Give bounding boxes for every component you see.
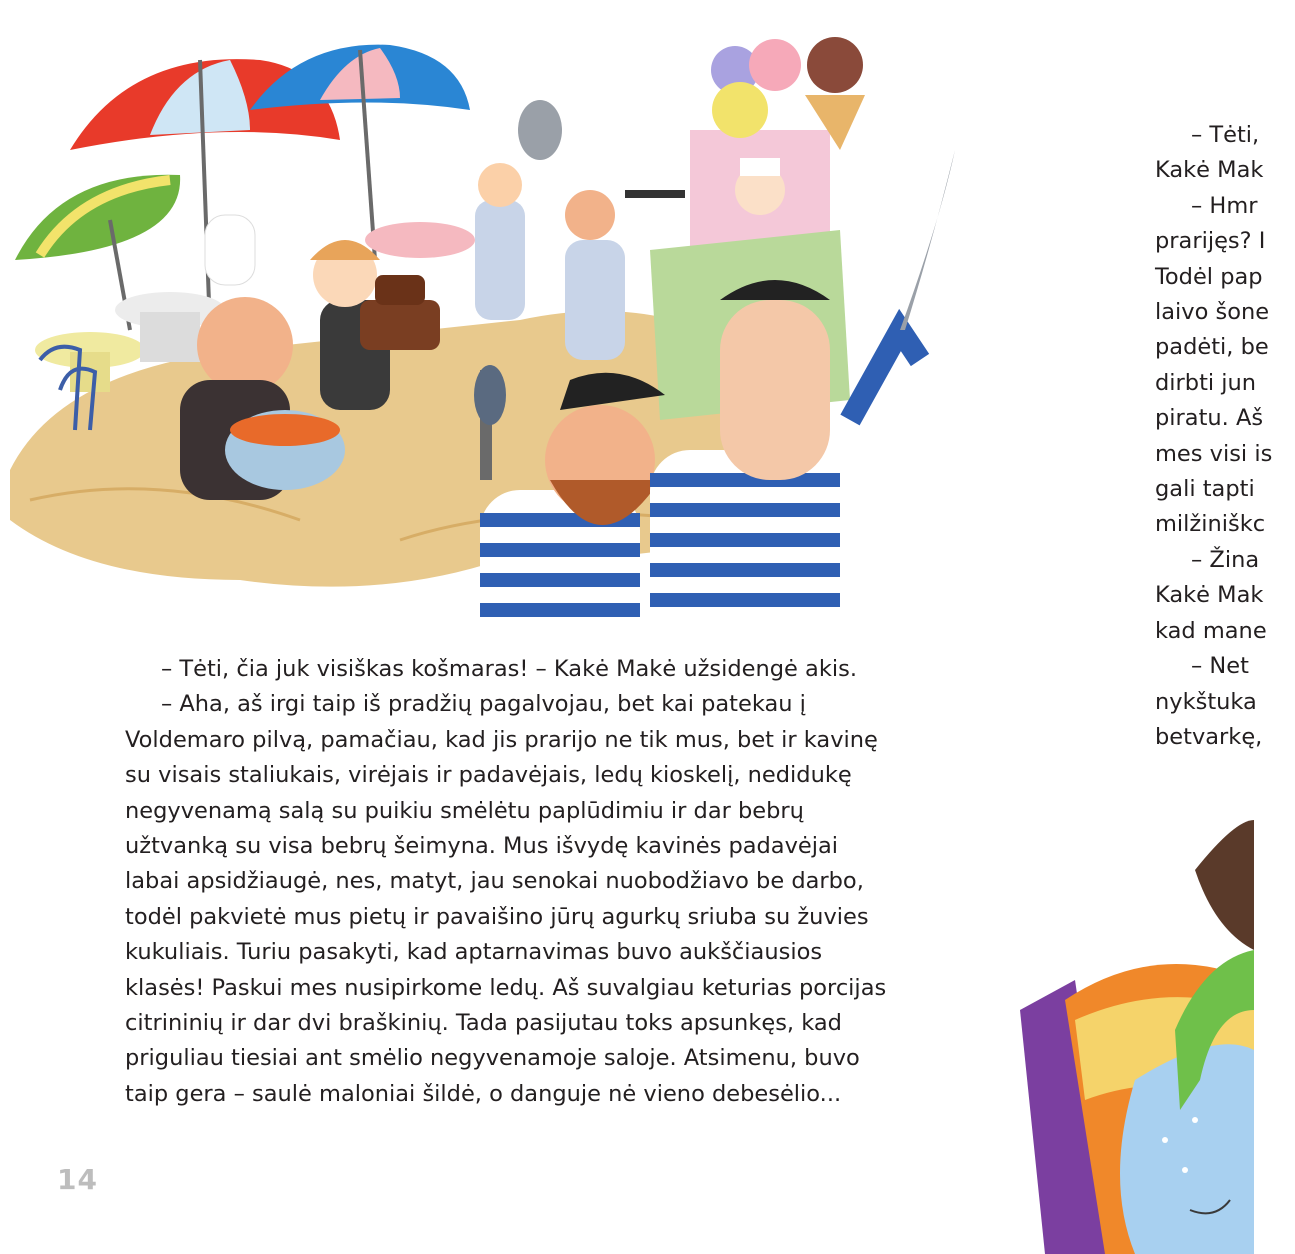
cafe-scene-illustration	[0, 0, 1000, 640]
fragment-line: laivo šone	[1155, 299, 1270, 326]
paragraph-line: citrininių ir dar dvi braškinių. Tada pasijutau toks apsunkęs, kad	[125, 1010, 842, 1037]
paragraph-line: negyvenamą salą su puikiu smėlėtu paplūdimiu ir dar bebrų	[125, 797, 804, 824]
paragraph-line: – Aha, aš irgi taip iš pradžių pagalvojau, bet kai patekau į	[161, 691, 806, 718]
fragment-line: padėti, be	[1155, 334, 1269, 361]
fragment-line: – Hmr	[1191, 192, 1258, 219]
fragment-line: – Žina	[1191, 546, 1260, 573]
paragraph-line: priguliau tiesiai ant smėlio negyvenamoje saloje. Atsimenu, buvo	[125, 1045, 860, 1072]
paragraph-line: užtvanką su visa bebrų šeimyna. Mus išvydę kavinės padavėjai	[125, 833, 839, 860]
paragraph-line: klasės! Paskui mes nusipirkome ledų. Aš suvalgiau keturias porcijas	[125, 974, 887, 1001]
fragment-line: piratu. Aš	[1155, 405, 1264, 432]
fragment-line: gali tapti	[1155, 476, 1255, 503]
page-number: 14	[57, 1163, 98, 1196]
story-text	[125, 652, 885, 1112]
fragment-line: dirbti jun	[1155, 369, 1257, 396]
fragment-line: nykštuka	[1155, 688, 1257, 715]
fragment-line: Todėl pap	[1155, 263, 1263, 290]
fragment-line: mes visi is	[1155, 440, 1273, 467]
fragment-line: – Net	[1191, 653, 1249, 680]
fragment-line: betvarkę,	[1155, 723, 1263, 750]
paragraph-line: taip gera – saulė maloniai šildė, o danguje nė vieno debesėlio...	[125, 1080, 842, 1107]
paragraph-line: – Tėti, čia juk visiškas košmaras! – Kakė Makė užsidengė akis.	[161, 656, 857, 682]
fragment-line: Kakė Mak	[1155, 582, 1264, 609]
fragment-line: milžiniškc	[1155, 511, 1266, 538]
next-page-text	[1155, 118, 1295, 755]
fragment-line: Kakė Mak	[1155, 157, 1264, 184]
fragment-line: prarijęs? I	[1155, 228, 1266, 255]
fragment-line: – Tėti,	[1191, 122, 1260, 148]
paragraph-line: labai apsidžiaugė, nes, matyt, jau senokai nuobodžiavo be darbo,	[125, 868, 864, 895]
paragraph-line: todėl pakvietė mus pietų ir pavaišino jūrų agurkų sriuba su žuvies	[125, 903, 869, 930]
fragment-line: kad mane	[1155, 617, 1267, 644]
paragraph-line: Voldemaro pilvą, pamačiau, kad jis prarijo ne tik mus, bet ir kavinę	[125, 726, 878, 753]
paragraph-line: kukuliais. Turiu pasakyti, kad aptarnavimas buvo aukščiausios	[125, 939, 823, 966]
paragraph-line: su visais staliukais, virėjais ir padavėjais, ledų kioskelį, nedidukę	[125, 762, 852, 789]
child-in-bed-illustration	[1015, 780, 1254, 1254]
